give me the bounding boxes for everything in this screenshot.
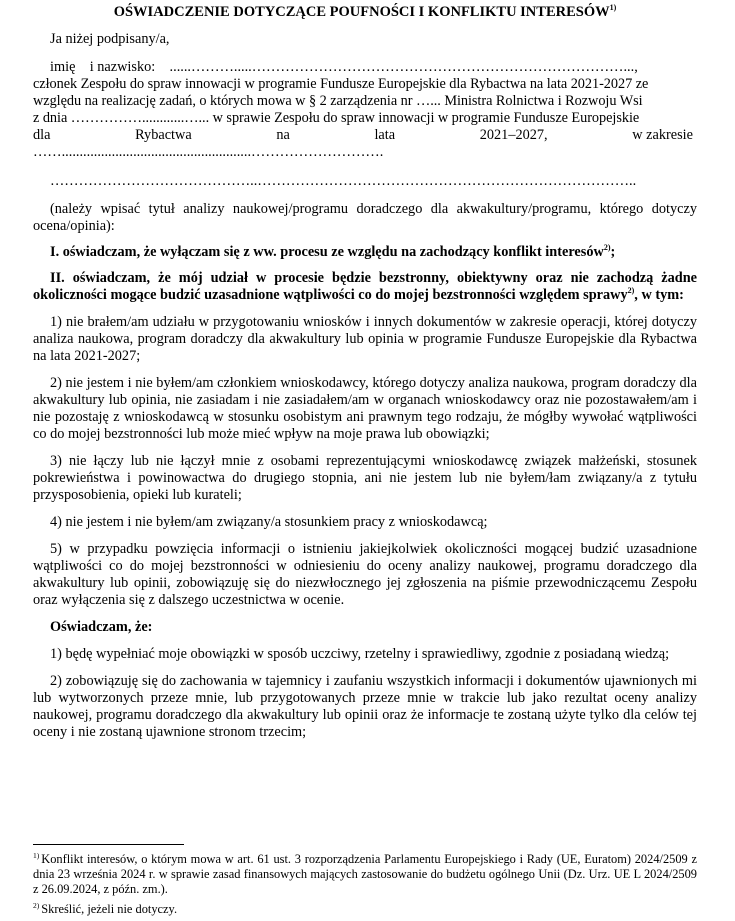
declaration-item: 2) zobowiązuję się do zachowania w tajemnicy i zaufaniu wszystkich informacji i dokumentów ujawnionych mi lub wytworzonych przeze mnie, lub przygotowanych przeze mnie w trakcie lub jako rezultat oceny analizy naukowej, programu doradczego dla akwakultury lub opinii oraz że informacje te zostaną użyte tylko dla celów tej oceny i nie zostaną ujawnione stronom trzecim; — [33, 673, 697, 740]
footnote-2-mark: 2) — [33, 900, 40, 910]
scope-dots-short: …….....................................................………………………. — [33, 144, 384, 160]
spread-line — [33, 127, 697, 144]
name-label-last: i nazwisko: — [89, 59, 156, 75]
declarations-heading: Oświadczam, że: — [50, 619, 153, 635]
section-I-end: ; — [610, 244, 616, 260]
spread-word-3: na — [276, 127, 290, 143]
declaration-item: 1) będę wypełniać moje obowiązki w sposób uczciwy, rzetelny i sprawiedliwy, zgodnie z posiadaną wiedzą; — [50, 646, 670, 662]
footnote-2 — [33, 902, 697, 917]
section-I-text: I. oświadczam, że wyłączam się z ww. procesu ze względu na zachodzący konflikt interesów — [50, 244, 604, 260]
spread-word-2: Rybactwa — [135, 127, 192, 143]
footnote-2-text: Skreślić, jeżeli nie dotyczy. — [41, 902, 178, 916]
list-item: 1) nie brałem/am udziału w przygotowaniu wniosków i innych dokumentów w zakresie operacji, której dotyczy analiza naukowa, program doradczy dla akwakultury lub opinia w programie Fundusze Europejskie dla Rybactwa na lata 2021-2027; — [33, 314, 697, 364]
body-line-2 — [33, 93, 697, 110]
section-I — [33, 244, 697, 261]
section-I-footnote-mark: 2) — [603, 243, 611, 253]
section-II-footnote-mark: 2) — [627, 286, 635, 296]
section-II — [33, 270, 697, 304]
name-line — [33, 59, 697, 76]
scope-dots-long: ……………………………………..…………………………………………………………………….. — [50, 173, 637, 189]
name-label-first: imię — [50, 59, 76, 75]
list-item: 4) nie jestem i nie byłem/am związany/a stosunkiem pracy z wnioskodawcą; — [50, 514, 488, 530]
section-II-text: II. oświadczam, że mój udział w procesie będzie bezstronny, obiektywny oraz nie zachodzą żadne okoliczności mogące budzić uzasadnione wątpliwości co do mojej bezstronności względem sprawy — [33, 270, 697, 303]
body-line-3 — [33, 110, 697, 127]
body-line-2-text: względu na realizację zadań, o których mowa w § 2 zarządzenia nr …... Ministra Rolnictwa i Rozwoju Wsi — [33, 93, 643, 109]
document-title — [33, 4, 697, 21]
document-page — [33, 0, 697, 916]
list-item: 2) nie jestem i nie byłem/am członkiem wnioskodawcy, którego dotyczy analiza naukowa, program doradczy dla akwakultury lub opinia, nie zasiadam i nie zasiadałem/am w organach wnioskodawcy oraz nie pozostawałem/am i nie pozostaję z wnioskodawcą w stosunku osobistym ani prawnym tego rodzaju, że mógłby wywołać wątpliwości co do mojej bezstronności lub może mieć wpływ na moje prawa lub obowiązki; — [33, 375, 697, 442]
body-line-3-text: z dnia ……………............…... w sprawie Zespołu do spraw innowacji w programie Fundusze Europejskie — [33, 110, 640, 126]
footnote-1-mark: 1) — [33, 850, 40, 860]
intro-line: Ja niżej podpisany/a, — [50, 31, 170, 47]
spread-word-6: w zakresie — [632, 127, 693, 143]
body-line-1-text: członek Zespołu do spraw innowacji w programie Fundusze Europejskie dla Rybactwa na lata 2021-2027 ze — [33, 76, 649, 92]
body-line-1 — [33, 76, 697, 93]
spread-word-1: dla — [33, 127, 51, 143]
instruction-note: (należy wpisać tytuł analizy naukowej/programu doradczego dla akwakultury/programu, którego dotyczy ocena/opinia): — [33, 201, 697, 234]
spread-word-4: lata — [374, 127, 396, 143]
list-item: 3) nie łączy lub nie łączył mnie z osobami reprezentującymi wnioskodawcę związek małżeński, stosunek pokrewieństwa i powinowactwa do drugiego stopnia, ani nie jestem lub nie byłem/łam związany/a z tytułu przysposobienia, opieki lub kurateli; — [33, 453, 697, 503]
spread-word-5: 2021–2027, — [479, 127, 548, 143]
footnote-1-text: Konflikt interesów, o którym mowa w art. 61 ust. 3 rozporządzenia Parlamentu Europejskiego i Rady (UE, Euratom) 2024/2509 z dnia 23 września 2024 r. w sprawie zasad finansowych mających zastosowanie do budżetu ogólnego Unii (Dz. Urz. UE L 2024/2509 z 26.09.2024, z późn. zm.). — [33, 852, 697, 896]
name-fill-dots: ......……….....……………………………………………………………………..., — [169, 59, 638, 75]
footnote-separator — [33, 844, 184, 845]
section-II-end: , w tym: — [634, 287, 684, 303]
title-footnote-mark: 1) — [609, 3, 617, 13]
title-text: OŚWIADCZENIE DOTYCZĄCE POUFNOŚCI I KONFLIKTU INTERESÓW — [113, 4, 610, 20]
list-item: 5) w przypadku powzięcia informacji o istnieniu jakiejkolwiek okoliczności mogącej budzić uzasadnione wątpliwości co do mojej bezstronności w odniesieniu do oceny analizy naukowej, programu doradczego dla akwakultury lub opinii, zobowiązuję się do niezwłocznego jej zgłoszenia na piśmie przewodniczącemu Zespołu oraz wyłączenia się z dalszego uczestnictwa w ocenie. — [33, 541, 697, 608]
footnote-1 — [33, 852, 697, 897]
